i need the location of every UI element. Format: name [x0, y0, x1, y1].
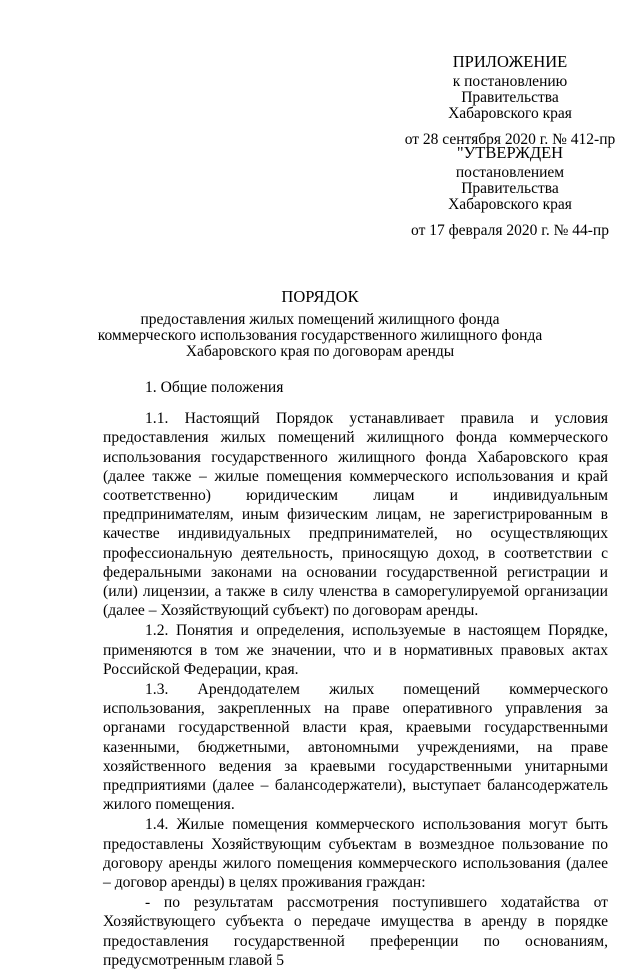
annex-line-2: Правительства	[461, 89, 559, 106]
annex-header	[380, 54, 640, 148]
paragraph-1-4: 1.4. Жилые помещения коммерческого использования могут быть предоставлены Хозяйствующим субъектам в возмездное пользование по договору аренды жилого помещения коммерческого использования (далее – договор аренды) в целях проживания граждан:	[103, 816, 608, 892]
paragraph-1-3: 1.3. Арендодателем жилых помещений коммерческого использования, закрепленных на праве оперативного управления за органами государственной власти края, краевыми государственными казенными, бюджетными, автономными учреждениями, на праве хозяйственного ведения за краевыми государственными унитарными предприятиями (далее – балансодержатели), выступает балансодержатель жилого помещения.	[103, 681, 608, 814]
section-heading: 1. Общие положения	[145, 379, 284, 396]
paragraph-1-2: 1.2. Понятия и определения, используемые в настоящем Порядке, применяются в том же значении, что и в нормативных правовых актах Российской Федерации, края.	[103, 622, 608, 678]
approved-line-3: Хабаровского края	[448, 196, 572, 213]
subtitle-line-1: предоставления жилых помещений жилищного фонда	[140, 311, 500, 328]
document-body	[103, 378, 608, 970]
annex-line-1: к постановлению	[452, 73, 568, 90]
approved-line-1: постановлением	[455, 164, 565, 181]
paragraph-1-1: 1.1. Настоящий Порядок устанавливает правила и условия предоставления жилых помещений жилищного фонда коммерческого использования государственного жилищного фонда Хабаровского края (далее также – жилые помещения коммерческого использования и край соответственно) юридическим лицам и индивидуальным предпринимателям, иным физическим лицам, не зарегистрированным в качестве индивидуальных предпринимателей, но осуществляющих профессиональную деятельность, приносящую доход, в соответствии с федеральными законами на основании государственной регистрации и (или) лицензии, а также в силу членства в саморегулируемой организации (далее – Хозяйствующий субъект) по договорам аренды.	[103, 410, 608, 620]
subtitle-line-2: коммерческого использования государственного жилищного фонда	[97, 327, 543, 344]
annex-line-3: Хабаровского края	[448, 105, 572, 122]
approved-line-2: Правительства	[461, 180, 559, 197]
document-title: ПОРЯДОК	[281, 287, 359, 306]
annex-date: от 28 сентября 2020 г. № 412-пр	[404, 131, 616, 148]
subtitle-line-3: Хабаровского края по договорам аренды	[185, 343, 455, 360]
document-subtitle	[80, 312, 560, 360]
paragraph-1-4-item: - по результатам рассмотрения поступившего ходатайства от Хозяйствующего субъекта о передаче имущества в аренду в порядке предоставления государственной преференции по основаниям, предусмотренным главой 5	[103, 894, 608, 969]
approved-date: от 17 февраля 2020 г. № 44-пр	[411, 222, 609, 239]
approved-title: "УТВЕРЖДЕН	[456, 143, 564, 162]
approved-header	[380, 145, 640, 239]
annex-title: ПРИЛОЖЕНИЕ	[452, 52, 568, 71]
